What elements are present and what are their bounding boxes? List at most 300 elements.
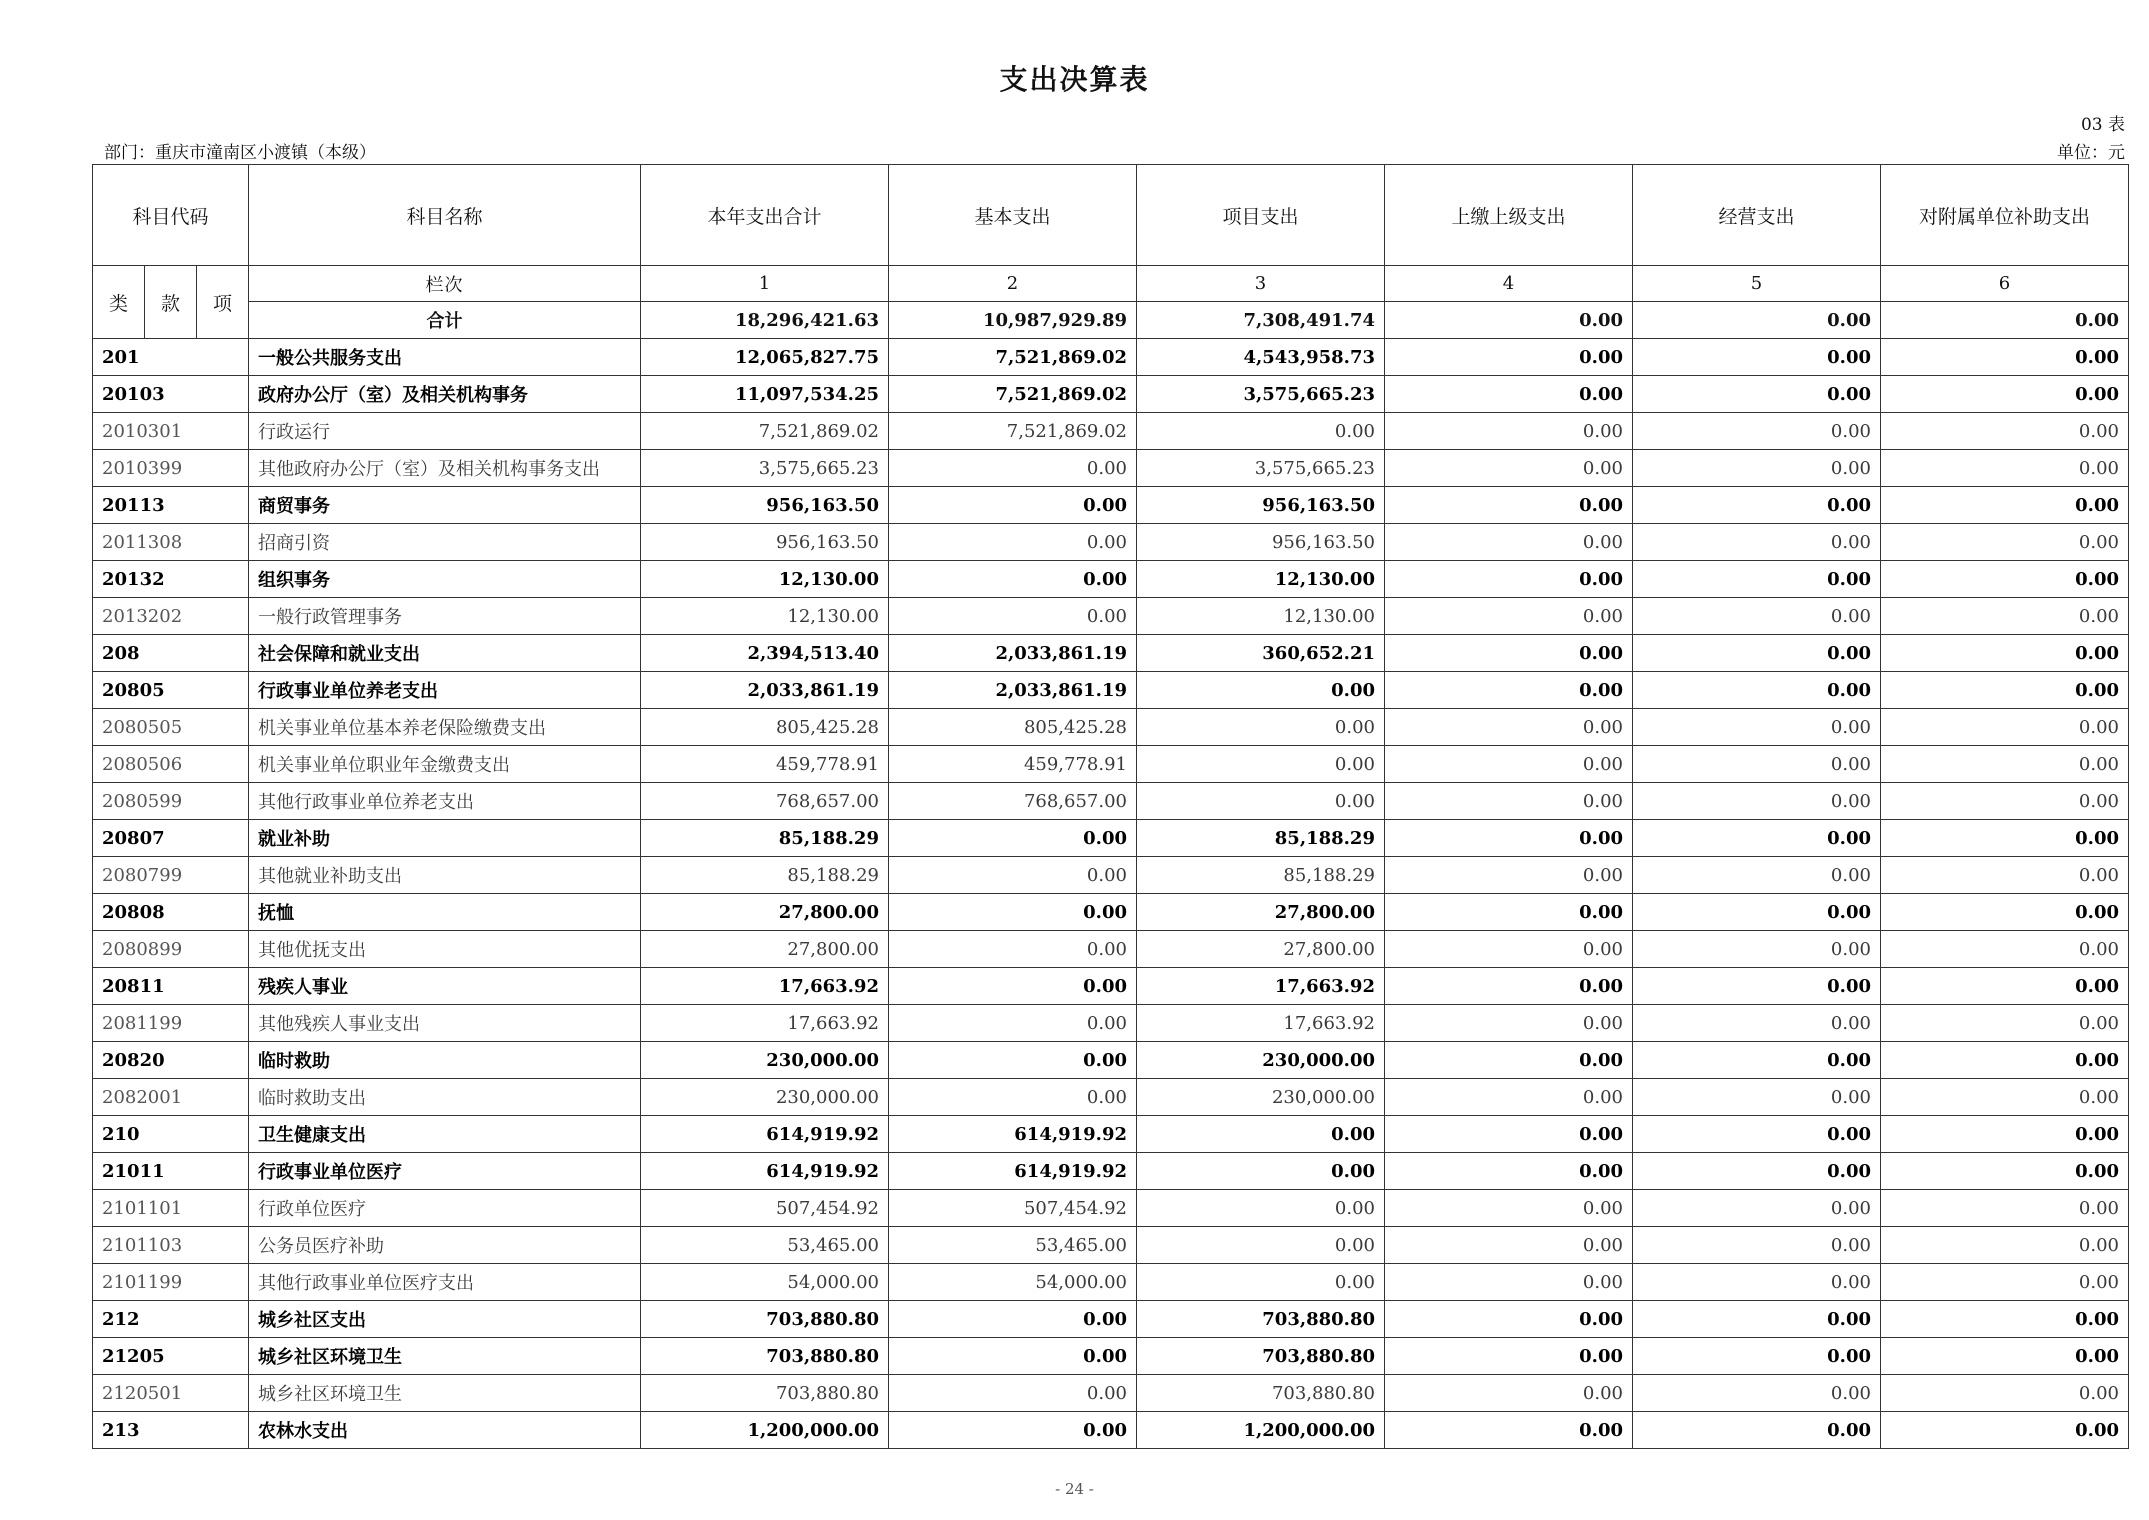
row-value: 0.00 [1633,1116,1881,1153]
row-value: 0.00 [1881,524,2129,561]
row-value: 0.00 [1881,1153,2129,1190]
row-value: 0.00 [1633,635,1881,672]
row-name: 城乡社区环境卫生 [249,1375,641,1412]
row-name: 政府办公厅（室）及相关机构事务 [249,376,641,413]
row-value: 0.00 [1633,413,1881,450]
table-row [93,635,2129,672]
row-value: 0.00 [1633,561,1881,598]
row-value: 459,778.91 [641,746,889,783]
department-label: 部门：重庆市潼南区小渡镇（本级） [104,143,376,163]
row-value: 0.00 [889,1338,1137,1375]
row-value: 0.00 [1385,931,1633,968]
row-value: 0.00 [1881,1264,2129,1301]
row-code: 20811 [93,968,249,1005]
row-value: 0.00 [1881,598,2129,635]
row-code: 208 [93,635,249,672]
row-value: 0.00 [1633,1375,1881,1412]
table-row [93,1190,2129,1227]
col-header-business: 经营支出 [1633,165,1881,266]
row-value: 0.00 [1385,1375,1633,1412]
row-value: 53,465.00 [889,1227,1137,1264]
row-value: 0.00 [1385,968,1633,1005]
row-value: 703,880.80 [1137,1375,1385,1412]
table-row [93,561,2129,598]
row-value: 12,130.00 [1137,598,1385,635]
row-value: 0.00 [1633,746,1881,783]
table-row [93,1116,2129,1153]
table-row [93,857,2129,894]
table-row [93,413,2129,450]
row-value: 2,033,861.19 [889,672,1137,709]
row-name: 商贸事务 [249,487,641,524]
total-row [93,302,2129,339]
col-number-5: 5 [1633,266,1881,302]
row-value: 0.00 [1633,1338,1881,1375]
row-value: 614,919.92 [641,1153,889,1190]
row-name: 临时救助 [249,1042,641,1079]
row-code: 2010301 [93,413,249,450]
row-value: 0.00 [1385,672,1633,709]
row-value: 0.00 [1881,1116,2129,1153]
row-value: 0.00 [1137,672,1385,709]
row-code: 2120501 [93,1375,249,1412]
row-value: 0.00 [1137,709,1385,746]
row-value: 0.00 [1137,1264,1385,1301]
row-value: 0.00 [1137,1153,1385,1190]
total-value: 7,308,491.74 [1137,302,1385,339]
row-value: 0.00 [1385,709,1633,746]
row-name: 组织事务 [249,561,641,598]
table-row [93,1301,2129,1338]
col-number-2: 2 [889,266,1137,302]
row-value: 0.00 [1385,1301,1633,1338]
row-value: 0.00 [889,857,1137,894]
row-value: 0.00 [1633,1301,1881,1338]
row-value: 0.00 [1633,598,1881,635]
row-code: 2080799 [93,857,249,894]
row-value: 0.00 [1137,1116,1385,1153]
row-code: 2013202 [93,598,249,635]
table-row [93,1079,2129,1116]
row-value: 0.00 [1881,1079,2129,1116]
row-value: 27,800.00 [1137,931,1385,968]
row-code: 20820 [93,1042,249,1079]
row-value: 0.00 [889,1005,1137,1042]
row-value: 7,521,869.02 [641,413,889,450]
row-name: 残疾人事业 [249,968,641,1005]
row-value: 768,657.00 [889,783,1137,820]
row-value: 703,880.80 [641,1338,889,1375]
row-value: 2,033,861.19 [641,672,889,709]
row-value: 85,188.29 [1137,857,1385,894]
row-value: 27,800.00 [641,931,889,968]
row-value: 0.00 [1881,820,2129,857]
col-number-4: 4 [1385,266,1633,302]
row-value: 703,880.80 [641,1301,889,1338]
row-value: 0.00 [1881,413,2129,450]
row-value: 0.00 [1633,1042,1881,1079]
table-row [93,1227,2129,1264]
row-value: 0.00 [1633,783,1881,820]
table-row [93,931,2129,968]
row-value: 0.00 [889,820,1137,857]
row-name: 抚恤 [249,894,641,931]
row-name: 城乡社区支出 [249,1301,641,1338]
unit-label: 单位：元 [2057,143,2125,163]
row-value: 3,575,665.23 [641,450,889,487]
row-value: 0.00 [1385,1264,1633,1301]
row-value: 0.00 [1881,561,2129,598]
row-value: 0.00 [1137,1190,1385,1227]
row-value: 0.00 [1385,561,1633,598]
row-value: 0.00 [1881,376,2129,413]
row-code: 2101199 [93,1264,249,1301]
page-title: 支出决算表 [999,63,1150,96]
row-value: 17,663.92 [1137,1005,1385,1042]
row-value: 27,800.00 [1137,894,1385,931]
row-value: 0.00 [889,931,1137,968]
row-code: 20132 [93,561,249,598]
row-value: 768,657.00 [641,783,889,820]
table-body [93,339,2129,1449]
row-value: 0.00 [1633,1005,1881,1042]
row-value: 0.00 [1633,1079,1881,1116]
row-value: 507,454.92 [889,1190,1137,1227]
row-value: 0.00 [1633,524,1881,561]
table-row [93,1412,2129,1449]
row-value: 0.00 [1385,524,1633,561]
row-value: 27,800.00 [641,894,889,931]
row-value: 0.00 [1633,487,1881,524]
row-value: 0.00 [1881,672,2129,709]
table-row [93,783,2129,820]
row-value: 12,130.00 [1137,561,1385,598]
row-value: 0.00 [1385,1153,1633,1190]
table-row [93,672,2129,709]
row-value: 0.00 [1385,413,1633,450]
row-value: 0.00 [1881,931,2129,968]
row-value: 956,163.50 [641,487,889,524]
row-value: 0.00 [889,1079,1137,1116]
row-value: 0.00 [1881,1190,2129,1227]
row-name: 其他残疾人事业支出 [249,1005,641,1042]
total-value: 0.00 [1385,302,1633,339]
table-row [93,450,2129,487]
row-code: 201 [93,339,249,376]
row-code: 212 [93,1301,249,1338]
row-value: 0.00 [1881,894,2129,931]
row-value: 0.00 [1881,783,2129,820]
row-code: 213 [93,1412,249,1449]
row-code: 20805 [93,672,249,709]
col-number-6: 6 [1881,266,2129,302]
table-row [93,1153,2129,1190]
table-row [93,1375,2129,1412]
row-value: 85,188.29 [1137,820,1385,857]
row-value: 12,065,827.75 [641,339,889,376]
row-value: 956,163.50 [641,524,889,561]
row-value: 230,000.00 [1137,1079,1385,1116]
row-code: 2081199 [93,1005,249,1042]
sub-header-lanci: 栏次 [249,266,641,302]
row-value: 0.00 [1633,1190,1881,1227]
table-row [93,487,2129,524]
row-value: 703,880.80 [1137,1301,1385,1338]
row-value: 0.00 [889,561,1137,598]
col-number-1: 1 [641,266,889,302]
row-value: 17,663.92 [641,1005,889,1042]
row-value: 0.00 [1881,487,2129,524]
table-row [93,1338,2129,1375]
total-label: 合计 [249,302,641,339]
row-value: 0.00 [1633,672,1881,709]
row-value: 0.00 [1385,857,1633,894]
row-value: 0.00 [1881,857,2129,894]
row-value: 703,880.80 [1137,1338,1385,1375]
row-value: 0.00 [889,1042,1137,1079]
row-value: 0.00 [1385,598,1633,635]
row-value: 3,575,665.23 [1137,450,1385,487]
row-code: 2010399 [93,450,249,487]
table-row [93,524,2129,561]
table-row [93,1264,2129,1301]
row-code: 20808 [93,894,249,931]
row-value: 614,919.92 [889,1116,1137,1153]
row-name: 农林水支出 [249,1412,641,1449]
row-value: 0.00 [1633,339,1881,376]
row-value: 360,652.21 [1137,635,1385,672]
table-row [93,1042,2129,1079]
sub-header-kuan: 款 [145,266,197,339]
row-code: 2011308 [93,524,249,561]
row-name: 行政事业单位医疗 [249,1153,641,1190]
sub-header-lei: 类 [93,266,145,339]
col-header-code: 科目代码 [93,165,249,266]
row-value: 1,200,000.00 [1137,1412,1385,1449]
row-value: 0.00 [889,968,1137,1005]
row-value: 0.00 [1881,1227,2129,1264]
row-value: 0.00 [1385,635,1633,672]
row-value: 0.00 [1881,709,2129,746]
row-name: 招商引资 [249,524,641,561]
row-value: 53,465.00 [641,1227,889,1264]
row-value: 0.00 [1385,820,1633,857]
row-value: 0.00 [1137,1227,1385,1264]
row-value: 703,880.80 [641,1375,889,1412]
row-name: 就业补助 [249,820,641,857]
row-name: 机关事业单位职业年金缴费支出 [249,746,641,783]
row-value: 0.00 [1385,1412,1633,1449]
row-code: 210 [93,1116,249,1153]
row-code: 2080899 [93,931,249,968]
row-value: 0.00 [1881,1338,2129,1375]
row-value: 956,163.50 [1137,487,1385,524]
row-name: 社会保障和就业支出 [249,635,641,672]
col-header-total: 本年支出合计 [641,165,889,266]
row-value: 0.00 [889,524,1137,561]
row-code: 2080505 [93,709,249,746]
expenditure-table [92,164,2129,1449]
row-value: 0.00 [1385,339,1633,376]
row-code: 2082001 [93,1079,249,1116]
sub-header-xiang: 项 [197,266,249,339]
row-value: 614,919.92 [889,1153,1137,1190]
row-value: 0.00 [1881,1412,2129,1449]
col-number-3: 3 [1137,266,1385,302]
row-value: 0.00 [1137,746,1385,783]
row-code: 21205 [93,1338,249,1375]
row-value: 7,521,869.02 [889,376,1137,413]
row-value: 0.00 [1385,1005,1633,1042]
row-value: 805,425.28 [641,709,889,746]
row-value: 0.00 [1385,746,1633,783]
col-header-name: 科目名称 [249,165,641,266]
row-code: 20807 [93,820,249,857]
row-value: 0.00 [1881,968,2129,1005]
row-value: 0.00 [1385,1079,1633,1116]
row-value: 0.00 [1881,635,2129,672]
row-value: 85,188.29 [641,820,889,857]
col-header-subsidy: 对附属单位补助支出 [1881,165,2129,266]
row-value: 230,000.00 [1137,1042,1385,1079]
row-value: 230,000.00 [641,1042,889,1079]
row-name: 其他行政事业单位养老支出 [249,783,641,820]
row-value: 0.00 [1633,1264,1881,1301]
row-value: 0.00 [1633,968,1881,1005]
total-value: 18,296,421.63 [641,302,889,339]
row-value: 1,200,000.00 [641,1412,889,1449]
row-value: 0.00 [1385,1338,1633,1375]
row-value: 2,033,861.19 [889,635,1137,672]
row-name: 公务员医疗补助 [249,1227,641,1264]
row-name: 其他行政事业单位医疗支出 [249,1264,641,1301]
row-value: 956,163.50 [1137,524,1385,561]
row-value: 230,000.00 [641,1079,889,1116]
row-value: 0.00 [1881,339,2129,376]
row-value: 0.00 [1385,376,1633,413]
row-name: 其他政府办公厅（室）及相关机构事务支出 [249,450,641,487]
row-value: 0.00 [1633,1227,1881,1264]
table-row [93,746,2129,783]
row-value: 0.00 [1633,450,1881,487]
row-value: 0.00 [889,1375,1137,1412]
row-name: 行政事业单位养老支出 [249,672,641,709]
row-value: 0.00 [1881,1005,2129,1042]
row-value: 4,543,958.73 [1137,339,1385,376]
page-number: - 24 - [1055,1480,1094,1498]
table-row [93,1005,2129,1042]
row-name: 机关事业单位基本养老保险缴费支出 [249,709,641,746]
row-value: 3,575,665.23 [1137,376,1385,413]
row-name: 一般行政管理事务 [249,598,641,635]
table-row [93,598,2129,635]
table-row [93,894,2129,931]
table-row [93,339,2129,376]
row-name: 行政单位医疗 [249,1190,641,1227]
row-code: 2101103 [93,1227,249,1264]
row-value: 0.00 [1385,1190,1633,1227]
row-value: 0.00 [1633,709,1881,746]
row-value: 0.00 [1137,783,1385,820]
row-value: 85,188.29 [641,857,889,894]
row-value: 0.00 [1385,450,1633,487]
row-value: 54,000.00 [641,1264,889,1301]
row-value: 0.00 [889,1412,1137,1449]
row-code: 20113 [93,487,249,524]
row-value: 0.00 [1881,1301,2129,1338]
row-name: 一般公共服务支出 [249,339,641,376]
row-value: 0.00 [889,894,1137,931]
row-value: 0.00 [1385,1116,1633,1153]
row-value: 0.00 [889,487,1137,524]
row-value: 7,521,869.02 [889,413,1137,450]
row-name: 其他优抚支出 [249,931,641,968]
row-name: 行政运行 [249,413,641,450]
row-value: 0.00 [1633,931,1881,968]
row-value: 12,130.00 [641,561,889,598]
table-row [93,376,2129,413]
row-value: 0.00 [1385,783,1633,820]
row-code: 2080506 [93,746,249,783]
total-value: 0.00 [1633,302,1881,339]
table-row [93,709,2129,746]
row-code: 20103 [93,376,249,413]
row-value: 0.00 [1385,894,1633,931]
row-value: 7,521,869.02 [889,339,1137,376]
row-value: 0.00 [1633,857,1881,894]
col-header-basic: 基本支出 [889,165,1137,266]
form-number: 03 表 [2080,115,2125,135]
row-code: 2080599 [93,783,249,820]
row-value: 0.00 [1881,1375,2129,1412]
row-value: 805,425.28 [889,709,1137,746]
row-value: 0.00 [889,1301,1137,1338]
row-value: 614,919.92 [641,1116,889,1153]
row-value: 0.00 [1137,413,1385,450]
row-value: 0.00 [1881,450,2129,487]
row-value: 0.00 [1633,1412,1881,1449]
total-value: 0.00 [1881,302,2129,339]
row-value: 12,130.00 [641,598,889,635]
row-value: 2,394,513.40 [641,635,889,672]
total-value: 10,987,929.89 [889,302,1137,339]
row-value: 0.00 [1881,746,2129,783]
row-value: 0.00 [1881,1042,2129,1079]
row-value: 507,454.92 [641,1190,889,1227]
row-value: 0.00 [1633,376,1881,413]
row-name: 城乡社区环境卫生 [249,1338,641,1375]
row-name: 其他就业补助支出 [249,857,641,894]
table-row [93,968,2129,1005]
row-value: 11,097,534.25 [641,376,889,413]
row-name: 临时救助支出 [249,1079,641,1116]
row-value: 0.00 [1633,820,1881,857]
row-value: 0.00 [1633,894,1881,931]
row-value: 0.00 [1633,1153,1881,1190]
row-value: 17,663.92 [1137,968,1385,1005]
row-value: 54,000.00 [889,1264,1137,1301]
col-header-superior: 上缴上级支出 [1385,165,1633,266]
header-row [93,165,2129,266]
row-value: 0.00 [1385,487,1633,524]
row-value: 0.00 [1385,1227,1633,1264]
col-header-project: 项目支出 [1137,165,1385,266]
row-code: 21011 [93,1153,249,1190]
table-row [93,820,2129,857]
row-value: 0.00 [889,598,1137,635]
row-value: 0.00 [1385,1042,1633,1079]
row-code: 2101101 [93,1190,249,1227]
